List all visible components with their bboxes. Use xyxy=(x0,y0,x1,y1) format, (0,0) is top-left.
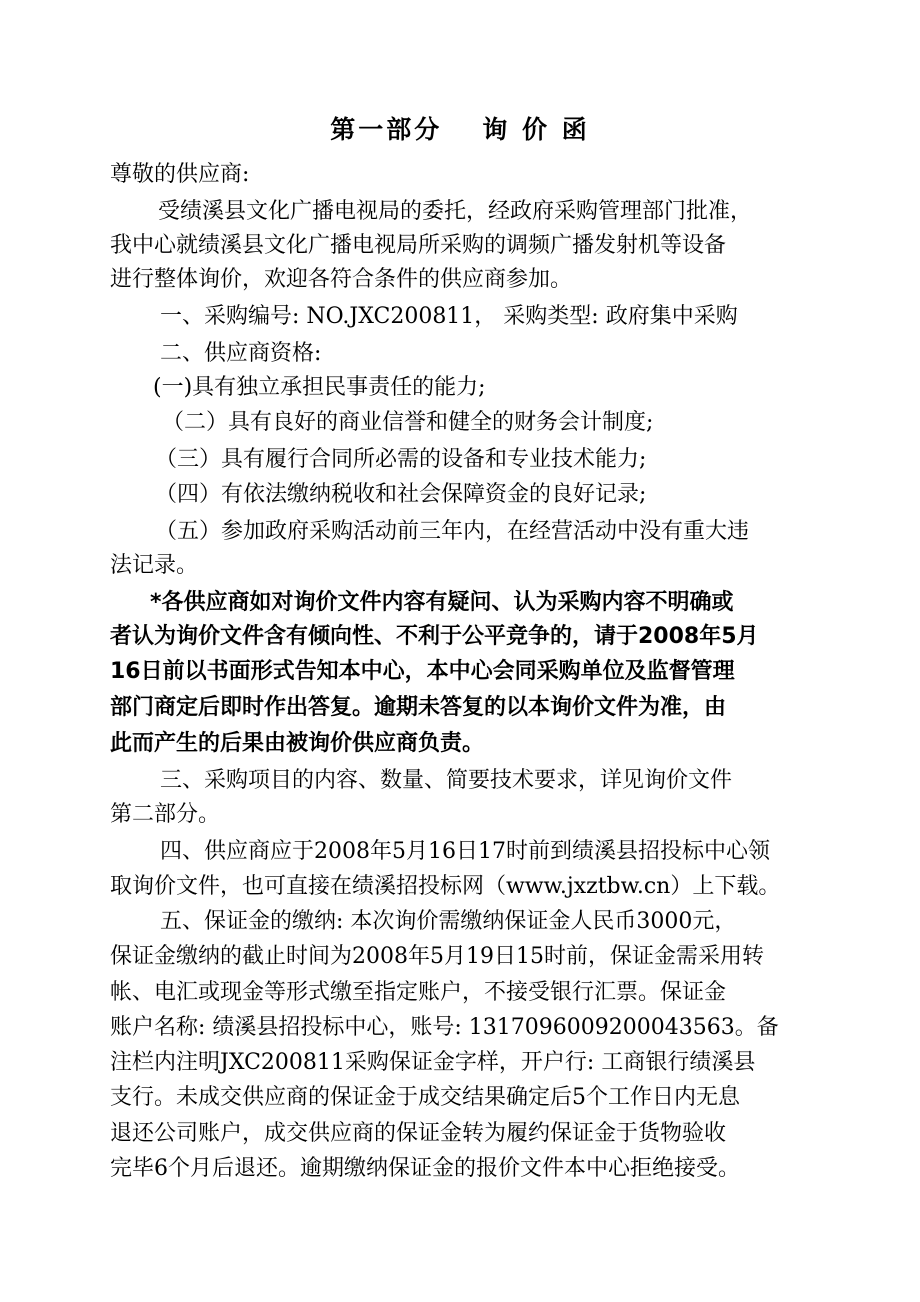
salutation: 尊敬的供应商: xyxy=(110,162,250,187)
paragraph-line: 我中心就绩溪县文化广播电视局所采购的调频广播发射机等设备 xyxy=(110,233,727,258)
notice-line: 16日前以书面形式告知本中心，本中心会同采购单位及监督管理 xyxy=(110,659,735,684)
notice-line: 此而产生的后果由被询价供应商负责。 xyxy=(110,731,485,756)
qualification-item: （五）参加政府采购活动前三年内，在经营活动中没有重大违 xyxy=(155,519,750,544)
paragraph-line: 第二部分。 xyxy=(110,802,221,827)
procurement-number-line: 一、采购编号: NO.JXC200811， 采购类型: 政府集中采购 xyxy=(160,304,738,329)
page-title xyxy=(0,110,920,146)
paragraph-line: 帐、电汇或现金等形式缴至指定账户，不接受银行汇票。保证金 xyxy=(110,980,727,1005)
paragraph-line: 支行。未成交供应商的保证金于成交结果确定后5个工作日内无息 xyxy=(110,1085,740,1110)
qualification-item: （三）具有履行合同所必需的设备和专业技术能力; xyxy=(155,447,647,472)
paragraph-line: 账户名称: 绩溪县招投标中心，账号: 1317096009200043563。备 xyxy=(110,1015,779,1040)
qualification-item: （二）具有良好的商业信誉和健全的财务会计制度; xyxy=(162,410,654,435)
paragraph-line: 五、保证金的缴纳: 本次询价需缴纳保证金人民币3000元， xyxy=(160,909,737,934)
qualification-heading: 二、供应商资格: xyxy=(160,341,322,366)
paragraph-line: 退还公司账户，成交供应商的保证金转为履约保证金于货物验收 xyxy=(110,1121,727,1146)
paragraph-line: 法记录。 xyxy=(110,553,199,578)
paragraph-line: 注栏内注明JXC200811采购保证金字样，开户行: 工商银行绩溪县 xyxy=(110,1050,756,1075)
notice-line: 部门商定后即时作出答复。逾期未答复的以本询价文件为准，由 xyxy=(110,695,727,720)
paragraph-line: 保证金缴纳的截止时间为2008年5月19日15时前，保证金需采用转 xyxy=(110,944,764,969)
paragraph-line: 受绩溪县文化广播电视局的委托，经政府采购管理部门批准， xyxy=(158,199,753,224)
paragraph-line: 进行整体询价，欢迎各符合条件的供应商参加。 xyxy=(110,267,573,292)
paragraph-line: 取询价文件，也可直接在绩溪招投标网（www.jxztbw.cn）上下载。 xyxy=(110,874,781,899)
notice-line: 者认为询价文件含有倾向性、不利于公平竞争的，请于2008年5月 xyxy=(110,624,759,649)
qualification-item: （四）有依法缴纳税收和社会保障资金的良好记录; xyxy=(155,482,647,507)
notice-line: *各供应商如对询价文件内容有疑问、认为采购内容不明确或 xyxy=(150,590,734,615)
paragraph-line: 三、采购项目的内容、数量、简要技术要求，详见询价文件 xyxy=(160,768,733,793)
qualification-item: (一)具有独立承担民事责任的能力; xyxy=(153,375,486,400)
title-part: 第一部分 xyxy=(330,115,443,144)
paragraph-line: 完毕6个月后退还。逾期缴纳保证金的报价文件本中心拒绝接受。 xyxy=(110,1156,740,1181)
title-name: 询 价 函 xyxy=(482,115,590,144)
paragraph-line: 四、供应商应于2008年5月16日17时前到绩溪县招投标中心领 xyxy=(160,839,770,864)
